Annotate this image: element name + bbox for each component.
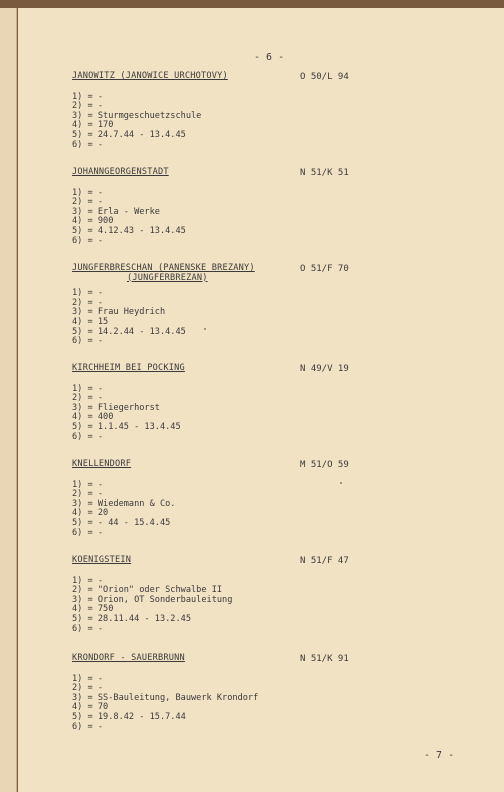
entry-line: 5) = 28.11.44 - 13.2.45 — [72, 613, 191, 624]
page-number: - 6 - — [254, 52, 285, 63]
grid-code: N 51/F 47 — [300, 556, 349, 566]
entry-line: 3) = Fliegerhorst — [72, 402, 160, 413]
entry-line: 6) = - — [72, 431, 104, 442]
entry-line: 5) = 4.12.43 - 13.4.45 — [72, 225, 186, 236]
entry-line: 2) = - — [72, 393, 104, 404]
facing-page-edge — [0, 8, 17, 792]
entry-line: 6) = - — [72, 721, 104, 732]
entry-line: 6) = - — [72, 336, 104, 347]
entry-line: 1) = - — [72, 91, 104, 102]
camp-entry — [72, 460, 412, 538]
grid-code: M 51/O 59 — [300, 460, 349, 470]
entry-line: 2) = - — [72, 197, 104, 208]
entry-title: KIRCHHEIM BEI POCKING — [72, 363, 185, 373]
entry-title: JANOWITZ (JANOWICE URCHOTOVY) — [72, 71, 228, 81]
entry-line: 1) = - — [72, 479, 104, 490]
entry-line: 3) = Frau Heydrich — [72, 307, 166, 318]
entry-subtitle: (JUNGFERBREZAN) — [127, 272, 208, 283]
entry-line: 2) = - — [72, 101, 104, 112]
entry-line: 3) = Sturmgeschuetzschule — [72, 110, 202, 121]
entry-line: 4) = 750 — [72, 604, 114, 615]
entry-line: 6) = - — [72, 235, 104, 246]
entry-line: 3) = Orion, OT Sonderbauleitung — [72, 594, 233, 605]
entry-line: 6) = - — [72, 139, 104, 150]
camp-entry — [72, 168, 412, 246]
entry-line: 2) = - — [72, 489, 104, 500]
camp-entry — [72, 654, 412, 732]
entry-line: 4) = 900 — [72, 216, 114, 227]
entry-line: 1) = - — [72, 187, 104, 198]
entry-title: KNELLENDORF — [72, 459, 132, 469]
entry-title: KOENIGSTEIN — [72, 555, 132, 565]
entry-line: 4) = 70 — [72, 702, 109, 713]
grid-code: N 49/V 19 — [300, 364, 349, 374]
entry-title: JUNGFERBRESCHAN (PANENSKE BREZANY) — [72, 263, 255, 273]
entry-line: 1) = - — [72, 575, 104, 586]
entry-line: 4) = 15 — [72, 316, 109, 327]
camp-entry — [72, 556, 412, 634]
footer-page-number: - 7 - — [424, 750, 455, 761]
entry-line: 6) = - — [72, 623, 104, 634]
entry-line: 3) = Erla - Werke — [72, 206, 160, 217]
entry-line: 5) = 19.8.42 - 15.7.44 — [72, 711, 186, 722]
entry-line: 2) = "Orion" oder Schwalbe II — [72, 585, 223, 596]
entry-line: 5) = - 44 - 15.4.45 — [72, 517, 171, 528]
document-page — [18, 8, 504, 792]
entry-line: 3) = Wiedemann & Co. — [72, 498, 176, 509]
camp-entry — [72, 264, 412, 347]
entry-line: 4) = 170 — [72, 120, 114, 131]
entry-line: 4) = 20 — [72, 508, 109, 519]
grid-code: O 50/L 94 — [300, 72, 349, 82]
entry-line: 1) = - — [72, 383, 104, 394]
grid-code: N 51/K 91 — [300, 654, 349, 664]
entry-line: 1) = - — [72, 288, 104, 299]
entry-line: 3) = SS-Bauleitung, Bauwerk Krondorf — [72, 692, 259, 703]
ink-speck — [204, 328, 206, 330]
entry-line: 5) = 14.2.44 - 13.4.45 — [72, 326, 186, 337]
entry-line: 6) = - — [72, 527, 104, 538]
entry-line: 1) = - — [72, 673, 104, 684]
camp-entry — [72, 72, 412, 150]
ink-speck — [340, 482, 342, 484]
entry-line: 5) = 1.1.45 - 13.4.45 — [72, 421, 181, 432]
entry-line: 4) = 400 — [72, 412, 114, 423]
entry-title: JOHANNGEORGENSTADT — [72, 167, 169, 177]
entry-title: KRONDORF - SAUERBRUNN — [72, 653, 185, 663]
grid-code: O 51/F 70 — [300, 264, 349, 274]
entry-line: 2) = - — [72, 683, 104, 694]
grid-code: N 51/K 51 — [300, 168, 349, 178]
entry-line: 5) = 24.7.44 - 13.4.45 — [72, 129, 186, 140]
camp-entry — [72, 364, 412, 442]
entry-line: 2) = - — [72, 297, 104, 308]
